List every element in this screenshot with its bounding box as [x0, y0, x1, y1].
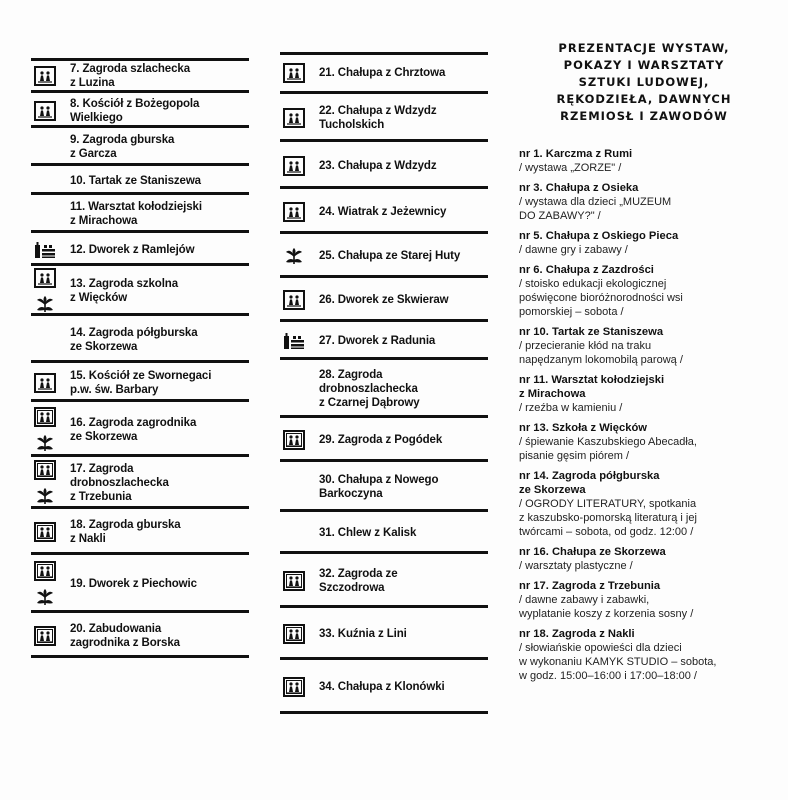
location-label: 23. Chałupa z Wdzydz [319, 159, 437, 172]
right-column [519, 40, 769, 689]
entry-icons [283, 156, 305, 176]
location-entry [31, 555, 249, 613]
location-entry [280, 512, 488, 554]
location-label: 25. Chałupa ze Starej Huty [319, 250, 461, 262]
location-label: 14. Zagroda półgburska ze Skorzewa [70, 326, 198, 353]
events-list [519, 147, 769, 683]
framed-exhibition-icon [34, 407, 56, 427]
location-label: 29. Zagroda z Pogódek [319, 434, 443, 446]
entry-icons [34, 407, 56, 453]
event-description: / warsztaty plastyczne / [519, 560, 633, 572]
entry-icons [34, 522, 56, 542]
exhibition-icon [283, 156, 305, 176]
divider [280, 711, 488, 714]
event-item [519, 147, 769, 175]
location-label: 17. Zagroda drobnoszlachecka z Trzebunia [70, 463, 169, 503]
location-label: 30. Chałupa z Nowego Barkoczyna [319, 474, 439, 500]
folk-flower-icon [34, 587, 56, 607]
folk-flower-icon [34, 433, 56, 453]
event-description: / stoisko edukacji ekologicznej poświęcone bioróżnorodności wsi pomorskiej – sobota / [519, 278, 683, 318]
entry-icons [283, 63, 305, 83]
location-label: 11. Warsztat kołodziejski z Mirachowa [70, 201, 202, 227]
location-entry [31, 166, 249, 195]
divider [31, 655, 249, 658]
folk-flower-icon [34, 294, 56, 314]
location-entry [280, 278, 488, 322]
location-entry [280, 142, 488, 189]
location-label: 19. Dworek z Piechowic [70, 578, 197, 590]
location-label: 21. Chałupa z Chrztowa [319, 67, 446, 79]
exhibition-icon [283, 202, 305, 222]
location-entry [280, 608, 488, 660]
entry-icons [34, 240, 56, 260]
event-description: / OGRODY LITERATURY, spotkania z kaszubsko-pomorską literaturą i jej twórcami – sobota, od godz. 12:00 / [519, 498, 697, 538]
framed-exhibition-icon [283, 624, 305, 644]
event-description: / słowiańskie opowieści dla dzieci w wykonaniu KAMYK STUDIO – sobota, w godz. 15:00–16:00 i 17:00–18:00 / [519, 642, 717, 682]
event-description: / wystawa dla dzieci „MUZEUM DO ZABAWY?" / [519, 196, 672, 222]
location-entry [31, 195, 249, 233]
event-item [519, 373, 769, 415]
folk-flower-icon [34, 486, 56, 506]
entry-icons [283, 571, 305, 591]
event-description: / wystawa „ZORZE" / [519, 162, 622, 174]
framed-exhibition-icon [34, 626, 56, 646]
location-entry [280, 322, 488, 360]
location-entry [280, 234, 488, 278]
event-description: / dawne gry i zabawy / [519, 244, 628, 256]
entry-icons [283, 624, 305, 644]
framed-exhibition-icon [283, 430, 305, 450]
location-label: 26. Dworek ze Skwieraw [319, 294, 449, 306]
entry-icons [283, 677, 305, 697]
location-label: 7. Zagroda szlachecka z Luzina [70, 62, 190, 89]
location-entry [31, 266, 249, 316]
left-column [31, 58, 249, 658]
location-entry [31, 363, 249, 402]
location-label: 13. Zagroda szkolna z Więcków [70, 278, 179, 304]
event-item [519, 421, 769, 463]
location-label: 9. Zagroda gburska z Garcza [70, 134, 175, 160]
framed-exhibition-icon [34, 460, 56, 480]
event-description: / dawne zabawy i zabawki, wyplatanie koszy z korzenia sosny / [519, 594, 694, 620]
location-entry [280, 660, 488, 714]
location-label: 31. Chlew z Kalisk [319, 527, 417, 539]
location-label: 27. Dworek z Radunia [319, 335, 436, 347]
event-description: / rzeźba w kamieniu / [519, 402, 623, 414]
event-title: nr 11. Warsztat kołodziejski z Mirachowa [519, 374, 665, 400]
event-item [519, 181, 769, 223]
entry-icons [283, 246, 305, 266]
entry-icons [34, 626, 56, 646]
location-entry [31, 457, 249, 509]
location-label: 32. Zagroda ze Szczodrowa [319, 568, 398, 594]
event-title: nr 1. Karczma z Rumi [519, 148, 633, 160]
location-entry [31, 402, 249, 457]
entry-icons [34, 268, 56, 314]
entry-icons [34, 101, 56, 121]
entry-icons [283, 108, 305, 128]
exhibition-icon [283, 63, 305, 83]
entry-icons [34, 373, 56, 393]
location-label: 34. Chałupa z Klonówki [319, 681, 445, 693]
event-title: nr 17. Zagroda z Trzebunia [519, 580, 661, 592]
event-item [519, 229, 769, 257]
framed-exhibition-icon [34, 522, 56, 542]
event-item [519, 469, 769, 539]
event-description: / przecieranie kłód na traku napędzanym lokomobilą parową / [519, 340, 683, 366]
middle-column [280, 52, 488, 714]
divider [280, 52, 488, 55]
location-entry [31, 316, 249, 363]
workshop-icon [283, 331, 305, 351]
location-entry [280, 94, 488, 142]
location-label: 28. Zagroda drobnoszlachecka z Czarnej Dąbrowy [319, 369, 420, 409]
location-label: 10. Tartak ze Staniszewa [70, 174, 201, 187]
workshop-icon [34, 240, 56, 260]
location-label: 15. Kościół ze Swornegaci p.w. św. Barbary [70, 369, 212, 396]
event-item [519, 263, 769, 319]
entry-icons [34, 561, 56, 607]
entry-icons [283, 202, 305, 222]
location-entry [280, 462, 488, 512]
entry-icons [34, 460, 56, 506]
location-entry [31, 58, 249, 93]
exhibition-icon [34, 373, 56, 393]
entry-icons [283, 331, 305, 351]
folk-flower-icon [283, 246, 305, 266]
event-item [519, 627, 769, 683]
location-entry [31, 93, 249, 128]
framed-exhibition-icon [283, 571, 305, 591]
events-header: PREZENTACJE WYSTAW, POKAZY I WARSZTATY SZTUKI LUDOWEJ, RĘKODZIEŁA, DAWNYCH RZEMIOSŁ I ZAWODÓW [556, 41, 732, 123]
location-label: 24. Wiatrak z Jeżewnicy [319, 205, 447, 218]
event-title: nr 5. Chałupa z Oskiego Pieca [519, 230, 679, 242]
event-title: nr 16. Chałupa ze Skorzewa [519, 546, 666, 558]
event-title: nr 13. Szkoła z Więcków [519, 422, 647, 434]
location-entry [280, 189, 488, 234]
entry-icons [283, 430, 305, 450]
event-title: nr 6. Chałupa z Zazdrości [519, 264, 654, 276]
event-description: / śpiewanie Kaszubskiego Abecadła, pisanie gęsim piórem / [519, 436, 697, 462]
location-label: 12. Dworek z Ramlejów [70, 243, 195, 256]
exhibition-icon [283, 108, 305, 128]
framed-exhibition-icon [283, 677, 305, 697]
location-entry [280, 360, 488, 418]
location-label: 18. Zagroda gburska z Nakli [70, 519, 181, 545]
location-entry [31, 233, 249, 266]
location-entry [31, 128, 249, 166]
location-label: 8. Kościół z Bożegopola Wielkiego [70, 97, 200, 124]
location-entry [280, 52, 488, 94]
location-label: 22. Chałupa z Wdzydz Tucholskich [319, 105, 437, 131]
event-item [519, 325, 769, 367]
event-title: nr 3. Chałupa z Osieka [519, 182, 639, 194]
entry-icons [283, 290, 305, 310]
exhibition-icon [34, 66, 56, 86]
event-title: nr 14. Zagroda półgburska ze Skorzewa [519, 470, 660, 496]
exhibition-icon [283, 290, 305, 310]
location-label: 33. Kuźnia z Lini [319, 628, 407, 640]
exhibition-icon [34, 101, 56, 121]
event-title: nr 18. Zagroda z Nakli [519, 628, 635, 640]
event-title: nr 10. Tartak ze Staniszewa [519, 326, 664, 338]
framed-exhibition-icon [34, 561, 56, 581]
location-entry [280, 554, 488, 608]
location-label: 16. Zagroda zagrodnika ze Skorzewa [70, 416, 197, 443]
location-label: 20. Zabudowania zagrodnika z Borska [70, 622, 180, 649]
event-item [519, 545, 769, 573]
exhibition-icon [34, 268, 56, 288]
location-entry [31, 509, 249, 555]
entry-icons [34, 66, 56, 86]
event-item [519, 579, 769, 621]
location-entry [280, 418, 488, 462]
location-entry [31, 613, 249, 658]
